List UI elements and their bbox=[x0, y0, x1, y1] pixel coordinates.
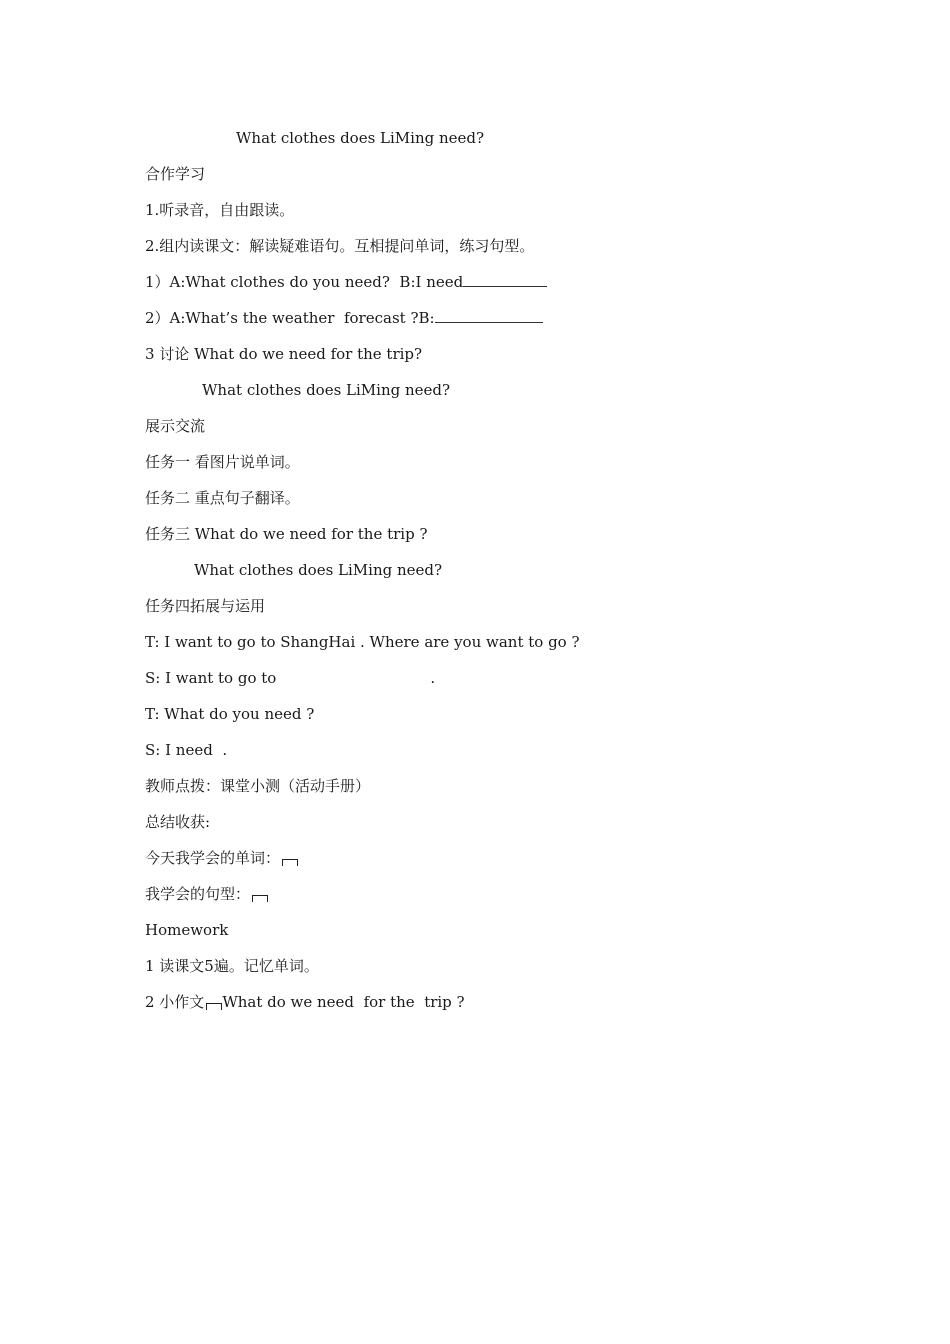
section-heading-cooperative: 合作学习 bbox=[145, 165, 206, 183]
task-1: 任务一 看图片说单词。 bbox=[145, 453, 300, 471]
dialogue-student-1-text: S: I want to go to bbox=[145, 669, 277, 687]
teacher-tip: 教师点拨：课堂小测（活动手册） bbox=[145, 777, 371, 795]
page-title: What clothes does LiMing need? bbox=[236, 129, 485, 147]
dialogue-teacher-1: T: I want to go to ShangHai . Where are you want to go ? bbox=[145, 633, 580, 651]
summary-sentences-text: 我学会的句型： bbox=[145, 885, 251, 903]
summary-words bbox=[145, 848, 298, 868]
summary-words-text: 今天我学会的单词： bbox=[145, 849, 281, 867]
answer-blank bbox=[435, 308, 543, 323]
discuss-line-1: 3 讨论 What do we need for the trip? bbox=[145, 345, 423, 363]
discuss-line-2: What clothes does LiMing need? bbox=[202, 381, 451, 399]
section-heading-summary: 总结收获: bbox=[145, 813, 211, 831]
question-1-text: 1）A:What clothes do you need? B:I need bbox=[145, 273, 464, 291]
cooperative-step-1: 1.听录音，自由跟读。 bbox=[145, 201, 295, 219]
blank-bracket bbox=[252, 895, 268, 902]
task-3-line-2: What clothes does LiMing need? bbox=[194, 561, 443, 579]
answer-blank bbox=[463, 272, 547, 287]
homework-item-2-text: 2 小作文 bbox=[145, 993, 205, 1011]
section-heading-display: 展示交流 bbox=[145, 417, 206, 435]
section-heading-homework: Homework bbox=[145, 921, 229, 939]
dialogue-teacher-2: T: What do you need ? bbox=[145, 705, 315, 723]
task-3-line-1: 任务三 What do we need for the trip ? bbox=[145, 525, 428, 543]
question-2-text: 2）A:What’s the weather forecast ?B: bbox=[145, 309, 435, 327]
dialogue-student-2: S: I need . bbox=[145, 741, 228, 759]
cooperative-step-2: 2.组内读课文：解读疑难语句。互相提问单词，练习句型。 bbox=[145, 237, 535, 255]
blank-bracket bbox=[206, 1003, 222, 1010]
question-2 bbox=[145, 308, 543, 328]
blank-bracket bbox=[282, 859, 298, 866]
task-4: 任务四拓展与运用 bbox=[145, 597, 266, 615]
homework-item-2 bbox=[145, 992, 465, 1012]
homework-item-2-question: What do we need for the trip ? bbox=[222, 993, 465, 1011]
dialogue-student-1-period: . bbox=[430, 669, 436, 687]
task-2: 任务二 重点句子翻译。 bbox=[145, 489, 300, 507]
summary-sentences bbox=[145, 884, 268, 904]
dialogue-student-1 bbox=[145, 668, 435, 688]
question-1 bbox=[145, 272, 547, 292]
homework-item-1: 1 读课文5遍。记忆单词。 bbox=[145, 957, 319, 975]
